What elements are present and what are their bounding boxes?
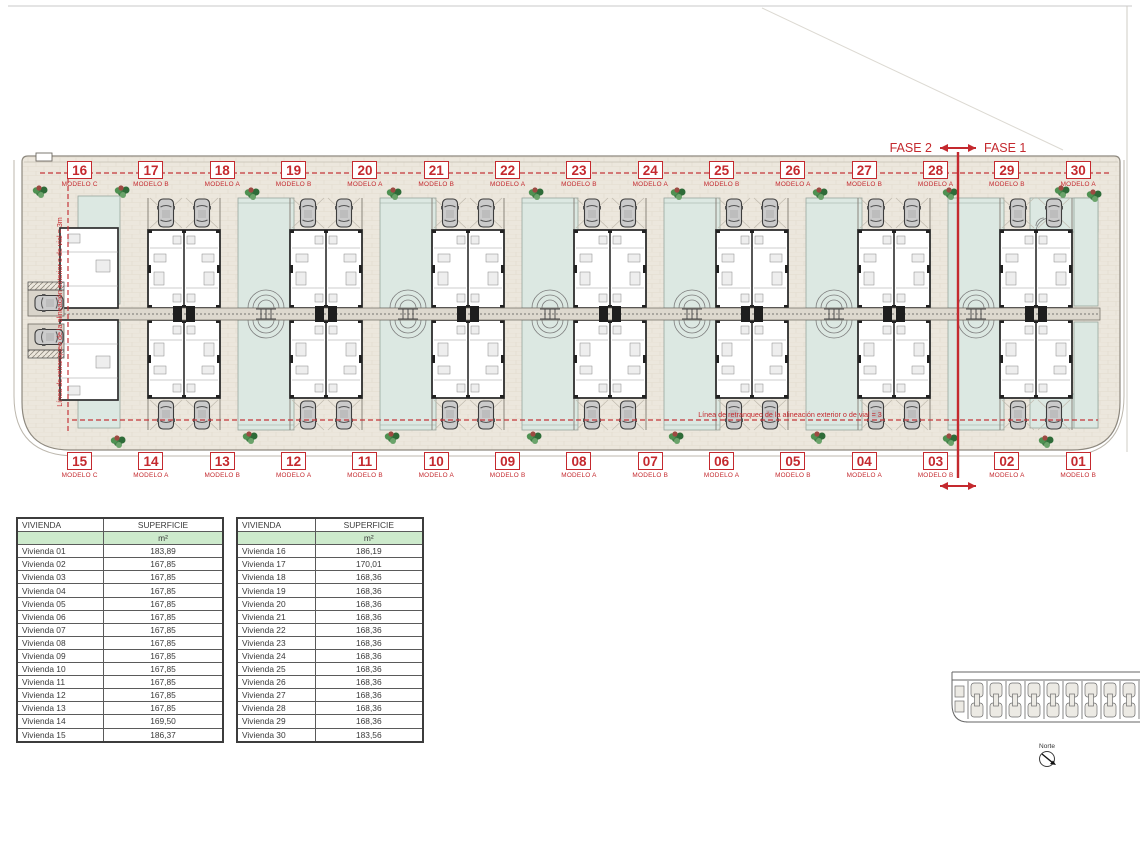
unit-label [900,452,971,479]
unit-number-plate: 11 [352,452,377,470]
vivienda-surface: 168,36 [315,689,423,702]
unit-model-label: MODELO A [275,472,312,479]
key-minimap [952,672,1140,722]
unit-number-plate: 20 [352,161,377,179]
unit-number-plate: 14 [138,452,163,470]
unit-number-plate: 28 [923,161,948,179]
unit-model-label: MODELO C [61,472,98,479]
unit-number-plate: 04 [852,452,877,470]
unit-model-label: MODELO A [989,472,1025,479]
vivienda-name: Vivienda 08 [17,636,104,649]
unit-model-label: MODELO B [917,472,954,479]
table-row [237,558,423,571]
unit-labels-bottom [44,452,1114,479]
unit-number-plate: 16 [67,161,92,179]
unit-model-label: MODELO A [775,181,811,188]
vivienda-name: Vivienda 10 [17,663,104,676]
table-row [17,571,223,584]
unit-label [1043,161,1114,188]
vivienda-surface: 167,85 [104,702,223,715]
unit-model-label: MODELO B [703,181,740,188]
surface-table-viviendas-16-30 [236,517,424,743]
unit-number-plate: 05 [780,452,805,470]
table-row [17,715,223,728]
unit-model-label: MODELO B [1060,472,1097,479]
north-compass [1039,743,1056,767]
table-row [237,545,423,558]
vivienda-name: Vivienda 30 [237,728,315,742]
vivienda-surface: 167,85 [104,676,223,689]
vivienda-name: Vivienda 09 [17,649,104,662]
table-row [17,663,223,676]
unit-number-plate: 09 [495,452,520,470]
unit-number-plate: 29 [994,161,1019,179]
unit-model-label: MODELO A [632,181,668,188]
table-row [237,623,423,636]
table-row [237,649,423,662]
unit-label [686,161,757,188]
unit-model-label: MODELO B [347,472,383,479]
vivienda-name: Vivienda 05 [17,597,104,610]
unit-label [543,161,614,188]
unit-number-plate: 25 [709,161,734,179]
vivienda-name: Vivienda 19 [237,584,315,597]
vivienda-surface: 167,85 [104,558,223,571]
vivienda-surface: 167,85 [104,610,223,623]
vivienda-surface: 167,85 [104,636,223,649]
vivienda-name: Vivienda 04 [17,584,104,597]
vivienda-name: Vivienda 16 [237,545,315,558]
unit-label [543,452,614,479]
vivienda-name: Vivienda 13 [17,702,104,715]
unit-label [329,452,400,479]
unit-number-plate: 19 [281,161,306,179]
unit-label [187,452,258,479]
unit-label [401,161,472,188]
unit-number-plate: 22 [495,161,520,179]
unit-label [187,161,258,188]
unit-label [971,161,1042,188]
table-row [237,636,423,649]
table-row [17,623,223,636]
vivienda-surface: 183,56 [315,728,423,742]
table-header-vivienda: VIVIENDA [17,518,104,532]
table-units-label: m² [104,532,223,545]
unit-number-plate: 02 [994,452,1019,470]
unit-label [44,452,115,479]
vivienda-name: Vivienda 29 [237,715,315,728]
unit-label [615,161,686,188]
vivienda-surface: 168,36 [315,663,423,676]
unit-model-label: MODELO A [204,181,241,188]
unit-model-label: MODELO A [703,472,740,479]
unit-model-label: MODELO B [204,472,241,479]
table-row [237,597,423,610]
vivienda-name: Vivienda 24 [237,649,315,662]
table-row [237,584,423,597]
unit-number-plate: 23 [566,161,591,179]
table-row [17,728,223,742]
unit-model-label: MODELO B [775,472,811,479]
vivienda-name: Vivienda 27 [237,689,315,702]
fase1-label: FASE 1 [984,141,1027,155]
unit-model-label: MODELO A [561,472,597,479]
vivienda-name: Vivienda 23 [237,636,315,649]
unit-model-label: MODELO A [133,472,169,479]
vivienda-name: Vivienda 14 [17,715,104,728]
table-row [17,676,223,689]
unit-model-label: MODELO B [632,472,669,479]
unit-label [829,452,900,479]
vivienda-surface: 168,36 [315,636,423,649]
table-row [17,636,223,649]
table-header-vivienda: VIVIENDA [237,518,315,532]
table-header-superficie: SUPERFICIE [104,518,223,532]
vivienda-surface: 186,19 [315,545,423,558]
unit-number-plate: 01 [1066,452,1091,470]
unit-number-plate: 07 [638,452,663,470]
vivienda-surface: 168,36 [315,623,423,636]
vivienda-name: Vivienda 06 [17,610,104,623]
vivienda-name: Vivienda 03 [17,571,104,584]
vivienda-surface: 168,36 [315,610,423,623]
vivienda-name: Vivienda 25 [237,663,315,676]
vivienda-surface: 167,85 [104,623,223,636]
vivienda-surface: 168,36 [315,584,423,597]
vivienda-name: Vivienda 15 [17,728,104,742]
vivienda-surface: 167,85 [104,571,223,584]
table-units-empty-cell [237,532,315,545]
vivienda-surface: 167,85 [104,649,223,662]
vivienda-name: Vivienda 17 [237,558,315,571]
vivienda-surface: 168,36 [315,715,423,728]
unit-model-label: MODELO B [133,181,169,188]
setback-label-left: Línea de retranqueo de la alineación exterior o de vial = 3m [55,217,64,407]
table-row [17,545,223,558]
unit-model-label: MODELO B [418,181,455,188]
vivienda-name: Vivienda 02 [17,558,104,571]
unit-label [1043,452,1114,479]
vivienda-surface: 167,85 [104,689,223,702]
unit-number-plate: 18 [210,161,235,179]
table-row [17,558,223,571]
table-units-label: m² [315,532,423,545]
unit-labels-top [44,161,1114,188]
table-row [17,584,223,597]
fase2-label: FASE 2 [889,141,932,155]
unit-model-label: MODELO B [989,181,1025,188]
vivienda-surface: 168,36 [315,702,423,715]
unit-model-label: MODELO A [846,472,882,479]
vivienda-name: Vivienda 22 [237,623,315,636]
unit-number-plate: 15 [67,452,92,470]
vivienda-name: Vivienda 20 [237,597,315,610]
vivienda-name: Vivienda 26 [237,676,315,689]
vivienda-surface: 186,37 [104,728,223,742]
unit-model-label: MODELO A [489,181,526,188]
unit-model-label: MODELO B [561,181,597,188]
vivienda-name: Vivienda 28 [237,702,315,715]
table-row [237,676,423,689]
unit-label [258,161,329,188]
vivienda-surface: 167,85 [104,597,223,610]
unit-number-plate: 27 [852,161,877,179]
unit-label [115,161,186,188]
vivienda-name: Vivienda 01 [17,545,104,558]
unit-model-label: MODELO B [489,472,526,479]
vivienda-surface: 167,85 [104,663,223,676]
unit-number-plate: 26 [780,161,805,179]
unit-label [900,161,971,188]
unit-number-plate: 21 [424,161,449,179]
unit-label [472,161,543,188]
unit-label [115,452,186,479]
unit-model-label: MODELO A [347,181,383,188]
unit-model-label: MODELO A [1060,181,1096,188]
table-units-empty-cell [17,532,104,545]
surface-table-viviendas-01-15 [16,517,224,743]
unit-label [44,161,115,188]
unit-label [757,161,828,188]
unit-number-plate: 06 [709,452,734,470]
unit-label [971,452,1042,479]
vivienda-surface: 183,89 [104,545,223,558]
table-row [237,610,423,623]
unit-label [686,452,757,479]
table-row [237,689,423,702]
unit-label [757,452,828,479]
vivienda-name: Vivienda 11 [17,676,104,689]
vivienda-surface: 168,36 [315,597,423,610]
vivienda-surface: 170,01 [315,558,423,571]
table-row [237,663,423,676]
vivienda-surface: 168,36 [315,676,423,689]
unit-model-label: MODELO B [846,181,883,188]
unit-number-plate: 30 [1066,161,1091,179]
unit-label [258,452,329,479]
vivienda-name: Vivienda 07 [17,623,104,636]
vivienda-name: Vivienda 18 [237,571,315,584]
unit-number-plate: 12 [281,452,306,470]
unit-label [401,452,472,479]
unit-model-label: MODELO C [61,181,98,188]
unit-model-label: MODELO A [917,181,954,188]
unit-label [615,452,686,479]
table-row [17,597,223,610]
vivienda-name: Vivienda 21 [237,610,315,623]
unit-label [329,161,400,188]
unit-model-label: MODELO B [275,181,312,188]
north-label: Norte [1039,743,1055,750]
table-row [237,571,423,584]
unit-number-plate: 24 [638,161,663,179]
vivienda-surface: 168,36 [315,571,423,584]
setback-label-bottom: Línea de retranqueo de la alineación exterior o de vial = 3 [698,410,882,419]
table-row [17,702,223,715]
table-row [17,689,223,702]
central-spine [60,306,1100,322]
unit-model-label: MODELO A [418,472,454,479]
vivienda-name: Vivienda 12 [17,689,104,702]
unit-number-plate: 17 [138,161,163,179]
table-header-superficie: SUPERFICIE [315,518,423,532]
vivienda-surface: 169,50 [104,715,223,728]
unit-number-plate: 10 [424,452,449,470]
table-row [237,702,423,715]
vivienda-surface: 167,85 [104,584,223,597]
table-row [17,610,223,623]
unit-label [829,161,900,188]
table-row [17,649,223,662]
unit-label [472,452,543,479]
vivienda-surface: 168,36 [315,649,423,662]
table-row [237,715,423,728]
unit-number-plate: 03 [923,452,948,470]
table-row [237,728,423,742]
unit-number-plate: 13 [210,452,235,470]
unit-number-plate: 08 [566,452,591,470]
